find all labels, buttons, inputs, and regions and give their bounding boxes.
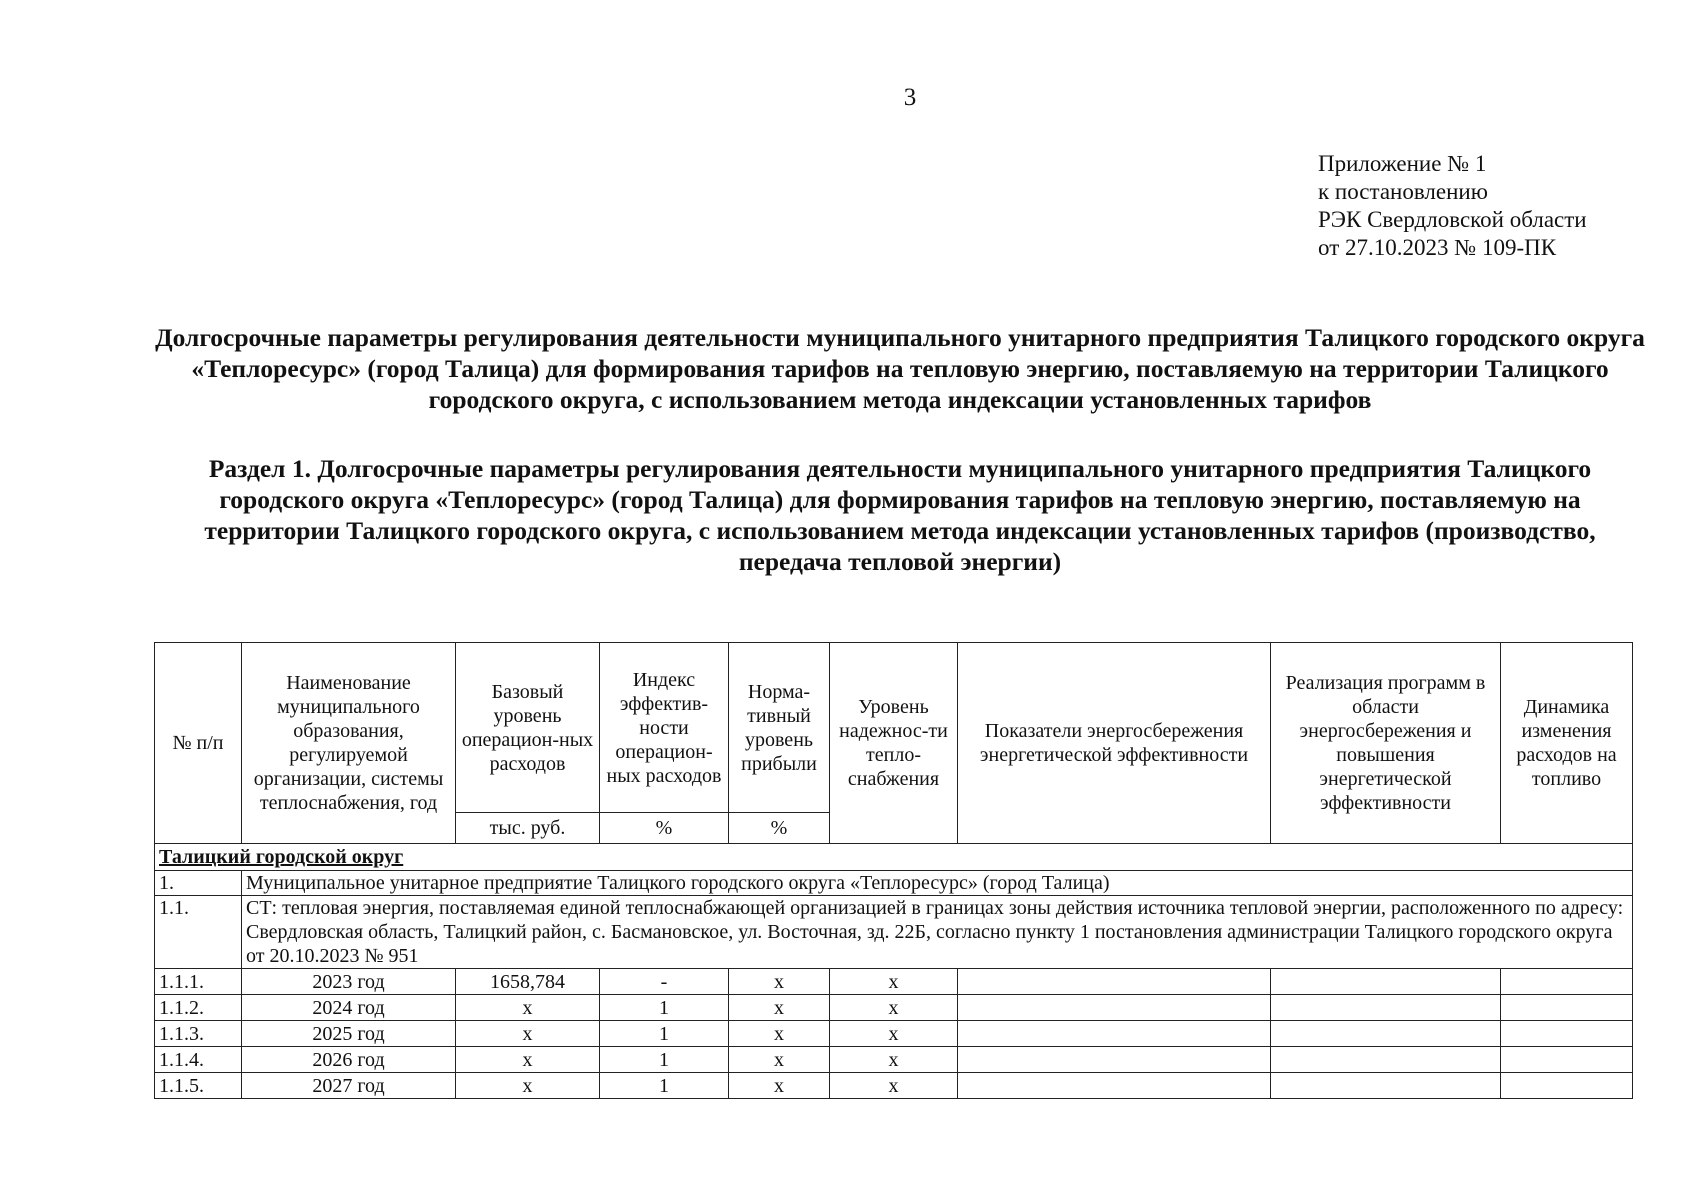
- row-num: 1.1.3.: [155, 1021, 242, 1047]
- row-index: -: [600, 969, 729, 995]
- row-energy: [958, 1047, 1271, 1073]
- header-reliability: Уровень надежнос-ти тепло-снабжения: [830, 643, 958, 844]
- row-reliability: x: [830, 1047, 958, 1073]
- row-programs: [1271, 1047, 1501, 1073]
- table-row: [155, 969, 1633, 995]
- row-year: 2023 год: [242, 969, 456, 995]
- unit-index: %: [600, 813, 729, 844]
- organization-row: [155, 871, 1633, 896]
- row-num: 1.1.2.: [155, 995, 242, 1021]
- row-reliability: x: [830, 1073, 958, 1099]
- row-base: x: [456, 1021, 600, 1047]
- row-base: 1658,784: [456, 969, 600, 995]
- row-energy: [958, 1021, 1271, 1047]
- row-norm: x: [729, 969, 830, 995]
- row-programs: [1271, 995, 1501, 1021]
- row-num: 1.1.1.: [155, 969, 242, 995]
- header-num: № п/п: [155, 643, 242, 844]
- row-reliability: x: [830, 1021, 958, 1047]
- header-energy: Показатели энергосбережения энергетической эффективности: [958, 643, 1271, 844]
- appendix-block: [1318, 150, 1587, 262]
- row-index: 1: [600, 1021, 729, 1047]
- row-reliability: x: [830, 995, 958, 1021]
- row-base: x: [456, 1073, 600, 1099]
- header-programs: Реализация программ в области энергосбережения и повышения энергетической эффективности: [1271, 643, 1501, 844]
- row-fuel: [1501, 969, 1633, 995]
- appendix-line: Приложение № 1: [1318, 151, 1487, 176]
- organization-num: 1.: [155, 871, 242, 896]
- appendix-line: к постановлению: [1318, 179, 1488, 204]
- row-num: 1.1.5.: [155, 1073, 242, 1099]
- appendix-line: РЭК Свердловской области: [1318, 207, 1587, 232]
- row-energy: [958, 969, 1271, 995]
- system-row: [155, 896, 1633, 969]
- row-energy: [958, 995, 1271, 1021]
- region-name: Талицкий городской округ: [155, 844, 1633, 871]
- row-year: 2026 год: [242, 1047, 456, 1073]
- parameters-table: [154, 642, 1633, 1099]
- system-num: 1.1.: [155, 896, 242, 969]
- header-name: Наименование муниципального образования, регулируемой организации, системы теплоснабжения, год: [242, 643, 456, 844]
- row-norm: x: [729, 1021, 830, 1047]
- row-fuel: [1501, 995, 1633, 1021]
- row-index: 1: [600, 1047, 729, 1073]
- table-row: [155, 1047, 1633, 1073]
- table-row: [155, 1073, 1633, 1099]
- row-num: 1.1.4.: [155, 1047, 242, 1073]
- row-fuel: [1501, 1047, 1633, 1073]
- header-index: Индекс эффектив-ности операцион-ных расходов: [600, 643, 729, 813]
- region-row: [155, 844, 1633, 871]
- page-number: 3: [903, 84, 917, 111]
- row-reliability: x: [830, 969, 958, 995]
- table-header-row: [155, 643, 1633, 813]
- row-norm: x: [729, 1047, 830, 1073]
- row-norm: x: [729, 995, 830, 1021]
- document-title: Долгосрочные параметры регулирования деятельности муниципального унитарного предприятия Талицкого городского округа «Теплоресурс» (город Талица) для формирования тарифов на тепловую энергию, поставляемую на территории Талицкого городского округа, с использованием метода индексации установленных тарифов: [155, 323, 1645, 414]
- row-fuel: [1501, 1021, 1633, 1047]
- row-index: 1: [600, 1073, 729, 1099]
- row-year: 2024 год: [242, 995, 456, 1021]
- header-base: Базовый уровень операцион-ных расходов: [456, 643, 600, 813]
- header-norm: Норма-тивный уровень прибыли: [729, 643, 830, 813]
- row-base: x: [456, 995, 600, 1021]
- header-fuel: Динамика изменения расходов на топливо: [1501, 643, 1633, 844]
- row-base: x: [456, 1047, 600, 1073]
- row-programs: [1271, 1021, 1501, 1047]
- table-row: [155, 995, 1633, 1021]
- row-year: 2027 год: [242, 1073, 456, 1099]
- table-row: [155, 1021, 1633, 1047]
- appendix-line: от 27.10.2023 № 109-ПК: [1318, 235, 1557, 260]
- row-programs: [1271, 1073, 1501, 1099]
- unit-base: тыс. руб.: [456, 813, 600, 844]
- row-fuel: [1501, 1073, 1633, 1099]
- row-energy: [958, 1073, 1271, 1099]
- row-norm: x: [729, 1073, 830, 1099]
- section-title: Раздел 1. Долгосрочные параметры регулирования деятельности муниципального унитарного предприятия Талицкого городского округа «Теплоресурс» (город Талица) для формирования тарифов на тепловую энергию, поставляемую на территории Талицкого городского округа, с использованием метода индексации установленных тарифов (производство, передача тепловой энергии): [204, 454, 1596, 576]
- organization-name: Муниципальное унитарное предприятие Талицкого городского округа «Теплоресурс» (город Талица): [242, 871, 1633, 896]
- system-description: СТ: тепловая энергия, поставляемая единой теплоснабжающей организацией в границах зоны действия источника тепловой энергии, расположенного по адресу: Свердловская область, Талицкий район, с. Басмановское, ул. Восточная, зд. 22Б, согласно пункту 1 постановления администрации Талицкого городского округа от 20.10.2023 № 951: [242, 896, 1633, 969]
- row-year: 2025 год: [242, 1021, 456, 1047]
- unit-norm: %: [729, 813, 830, 844]
- row-index: 1: [600, 995, 729, 1021]
- row-programs: [1271, 969, 1501, 995]
